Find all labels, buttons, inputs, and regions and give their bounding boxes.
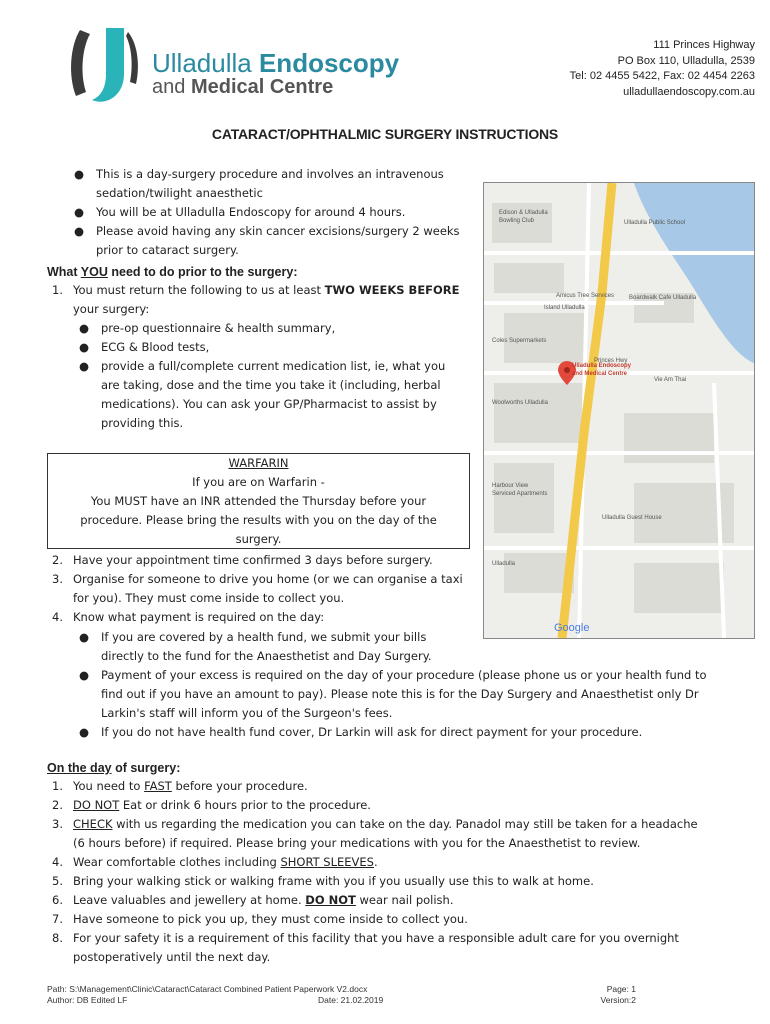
dayof-list [52, 777, 752, 967]
bullet-icon: ● [79, 630, 90, 644]
list-item-text: If you are covered by a health fund, we submit your bills [101, 630, 427, 644]
list-item [52, 872, 752, 891]
map-label: Bowling Club [499, 218, 535, 224]
map-label: Boardwalk Cafe Ulladulla [629, 295, 697, 301]
brand-line2: and Medical Centre [152, 76, 334, 98]
map-label: Harbour View [492, 483, 529, 489]
list-item [52, 910, 752, 929]
footer-right [588, 984, 636, 1006]
list-item-text: Have someone to pick you up, they must come inside to collect you. [73, 912, 468, 926]
bullet-icon: ● [79, 668, 90, 682]
payment-list [79, 628, 759, 742]
list-item [52, 796, 752, 815]
list-item-text: find out if you have an amount to pay). Please note this is for the Day Surgery and Anaesthetist only Dr [101, 687, 699, 701]
section-heading-prior: What YOU need to do prior to the surgery: [47, 265, 298, 279]
clinic-logo-icon [62, 26, 144, 106]
section-heading-dayof: On the day of surgery: [47, 761, 181, 775]
list-item-text: Please avoid having any skin cancer excisions/surgery 2 weeks [96, 224, 460, 238]
map-label: Serviced Apartments [492, 491, 548, 497]
footer-date: Date: 21.02.2019 [318, 995, 384, 1005]
map-label: Princes Hwy [594, 358, 628, 364]
prior-item-1 [52, 281, 472, 433]
footer-page: Page: 1 [606, 984, 636, 994]
list-item [52, 608, 482, 627]
map-graphic [484, 183, 754, 638]
list-number: 8. [52, 931, 63, 945]
list-item-text: Have your appointment time confirmed 3 days before surgery. [73, 553, 433, 567]
list-item-text: postoperatively until the next day. [73, 950, 271, 964]
list-number: 4. [52, 855, 63, 869]
google-logo: Google [554, 622, 590, 634]
list-item-text: If you do not have health fund cover, Dr Larkin will ask for direct payment for your procedure. [101, 725, 643, 739]
list-item-text: You must return the following to us at least TWO WEEKS BEFORE [73, 283, 460, 297]
address-line: Tel: 02 4455 5422, Fax: 02 4454 2263 [569, 70, 755, 82]
map-label: Woolworths Ulladulla [492, 400, 548, 406]
list-item-text: provide a full/complete current medication list, ie, what you [101, 359, 446, 373]
list-number: 2. [52, 553, 63, 567]
map-label: Ulladulla Endoscopy [572, 363, 632, 369]
map-label: Amicus Tree Services [556, 293, 615, 299]
page-title: CATARACT/OPHTHALMIC SURGERY INSTRUCTIONS [211, 126, 559, 142]
list-item [79, 666, 759, 723]
intro-list [74, 165, 474, 260]
list-item-text: DO NOT Eat or drink 6 hours prior to the procedure. [73, 798, 371, 812]
map-label: Island Ulladulla [544, 305, 585, 311]
bullet-icon: ● [79, 321, 90, 335]
list-item [74, 222, 474, 260]
prior-items-2-4 [52, 551, 482, 627]
list-item-text: directly to the fund for the Anaesthetist and Day Surgery. [101, 649, 432, 663]
list-item-text: Payment of your excess is required on the day of your procedure (please phone us or your health fund to [101, 668, 707, 682]
list-item-text: ECG & Blood tests, [101, 340, 210, 354]
list-item-text: You need to FAST before your procedure. [73, 779, 308, 793]
list-item-text: This is a day-surgery procedure and involves an intravenous [96, 167, 444, 181]
bullet-icon: ● [79, 340, 90, 354]
footer-version: Version:2 [600, 995, 636, 1005]
list-item-text: (6 hours before) if required. Please bring your medications with you for the Anaesthetist to review. [73, 836, 641, 850]
list-item-text: providing this. [101, 416, 184, 430]
list-item-text: Organise for someone to drive you home (or we can organise a taxi [73, 572, 463, 586]
warfarin-line: If you are on Warfarin - [192, 475, 325, 489]
warfarin-line: You MUST have an INR attended the Thursday before your [90, 494, 427, 508]
map-label: Ulladulla Guest House [602, 515, 662, 521]
list-item-text: are taking, dose and the time you take it (including, herbal [101, 378, 441, 392]
list-item-text: Know what payment is required on the day: [73, 610, 325, 624]
bullet-icon: ● [79, 725, 90, 739]
list-item-text: your surgery: [73, 302, 150, 316]
bullet-icon: ● [79, 359, 90, 373]
bullet-icon: ● [74, 167, 85, 181]
map-label: Ulladulla Public School [624, 220, 686, 226]
list-number: 4. [52, 610, 63, 624]
brand-line1: Ulladulla Endoscopy [152, 48, 400, 78]
list-item-text: Leave valuables and jewellery at home. DO NOT wear nail polish. [73, 893, 454, 907]
list-item [79, 723, 759, 742]
list-item [74, 203, 474, 222]
list-item-text: sedation/twilight anaesthetic [96, 186, 263, 200]
bullet-icon: ● [74, 224, 85, 238]
list-item [52, 570, 482, 608]
list-number: 1. [52, 283, 63, 297]
list-number: 2. [52, 798, 63, 812]
warfarin-title: WARFARIN [228, 456, 289, 470]
warfarin-line: surgery. [235, 532, 282, 546]
list-item-text: Larkin's staff will inform you of the Surgeon's fees. [101, 706, 393, 720]
map-label: Edison & Ulladulla [499, 210, 548, 216]
list-item [52, 815, 752, 853]
list-number: 5. [52, 874, 63, 888]
list-item [52, 551, 482, 570]
list-item [52, 338, 472, 357]
list-number: 3. [52, 817, 63, 831]
list-number: 7. [52, 912, 63, 926]
list-item [52, 853, 752, 872]
map-label: Ulladulla [492, 561, 516, 567]
list-item-text: Bring your walking stick or walking frame with you if you usually use this to walk at home. [73, 874, 594, 888]
map-label: and Medical Centre [572, 371, 628, 377]
list-number: 1. [52, 779, 63, 793]
list-item-text: prior to cataract surgery. [96, 243, 239, 257]
list-item-text: for you). They must come inside to collect you. [73, 591, 345, 605]
clinic-address [570, 38, 755, 100]
footer-path: Path: S:\Management\Clinic\Cataract\Cataract Combined Patient Paperwork V2.docx [47, 984, 368, 994]
address-website: ulladullaendoscopy.com.au [623, 85, 755, 98]
list-item-text: medications). You can ask your GP/Pharmacist to assist by [101, 397, 437, 411]
list-item [52, 891, 752, 910]
address-line: PO Box 110, Ulladulla, 2539 [617, 54, 755, 67]
warfarin-line: procedure. Please bring the results with you on the day of the [80, 513, 437, 527]
list-item-text: Wear comfortable clothes including SHORT SLEEVES. [73, 855, 378, 869]
list-item [52, 929, 752, 967]
list-item [52, 777, 752, 796]
list-item-text: You will be at Ulladulla Endoscopy for around 4 hours. [96, 205, 406, 219]
location-map[interactable] [483, 182, 755, 639]
list-item-text: CHECK with us regarding the medication you can take on the day. Panadol may still be taken for a headache [73, 817, 698, 831]
bullet-icon: ● [74, 205, 85, 219]
list-number: 6. [52, 893, 63, 907]
address-line: 111 Princes Highway [653, 39, 755, 51]
footer-author: Author: DB Edited LF [47, 995, 128, 1005]
map-label: Vie Am Thai [654, 377, 687, 383]
warfarin-box [47, 453, 470, 549]
list-item-text: For your safety it is a requirement of this facility that you have a responsible adult care for you overnight [73, 931, 679, 945]
map-label: Coles Supermarkets [492, 338, 547, 344]
list-item [52, 319, 472, 338]
list-item [52, 357, 472, 433]
list-item-text: pre-op questionnaire & health summary, [101, 321, 336, 335]
list-number: 3. [52, 572, 63, 586]
list-item [74, 165, 474, 203]
